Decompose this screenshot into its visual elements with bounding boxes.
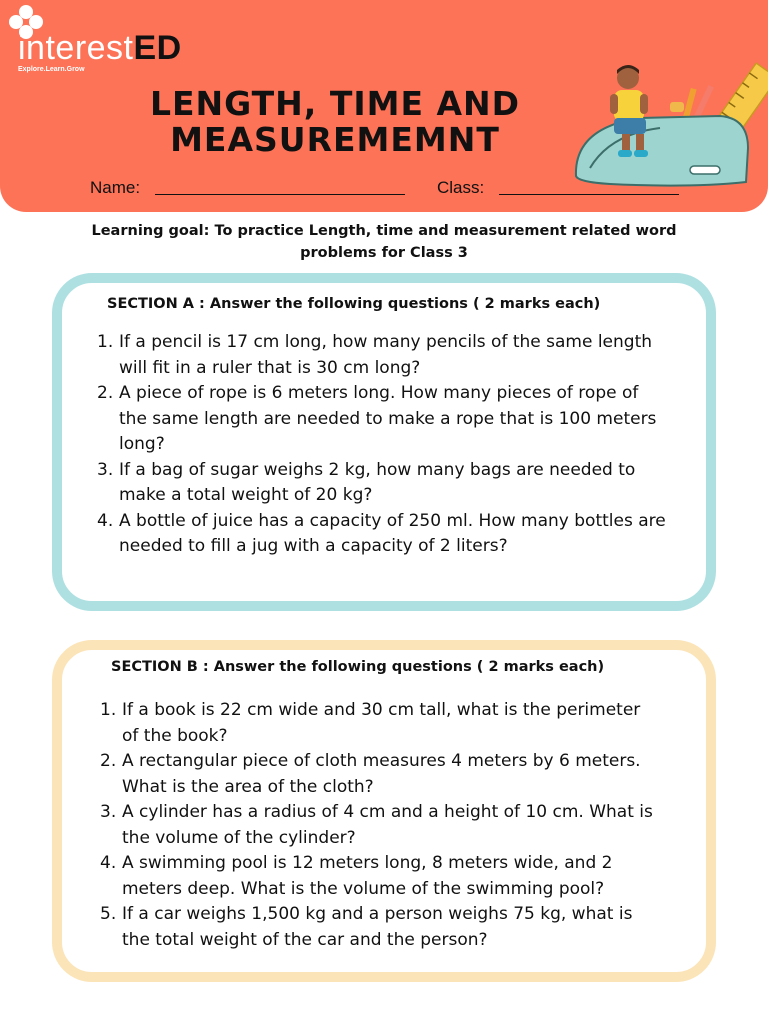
- question-text-line: If a pencil is 17 cm long, how many pencils of the same length: [119, 332, 653, 352]
- question-number: 4.: [100, 853, 117, 873]
- question-text-line: the volume of the cylinder?: [122, 827, 356, 848]
- question-text-line: What is the area of the cloth?: [122, 776, 374, 797]
- question-text-line: If a bag of sugar weighs 2 kg, how many bags are needed to: [119, 459, 636, 480]
- class-label: Class:: [437, 178, 485, 197]
- question-b-1: [100, 698, 700, 749]
- question-number: 1.: [100, 700, 117, 720]
- brand-wordmark: [18, 28, 182, 68]
- learning-goal-line-2: problems for Class 3: [300, 245, 468, 261]
- section-a-title: SECTION A : Answer the following questions ( 2 marks each): [107, 296, 601, 312]
- question-text-line: the same length are needed to make a rope that is 100 meters: [119, 408, 657, 429]
- question-text-line: of the book?: [122, 725, 228, 746]
- question-text-line: needed to fill a jug with a capacity of 2 liters?: [119, 536, 508, 556]
- question-text-line: A bottle of juice has a capacity of 250 ml. How many bottles are: [119, 510, 666, 531]
- name-label: Name:: [90, 178, 141, 197]
- question-number: 2.: [97, 383, 114, 403]
- question-b-3: [100, 800, 700, 851]
- question-text-line: A piece of rope is 6 meters long. How many pieces of rope of: [119, 383, 639, 403]
- page-title: [100, 86, 570, 158]
- question-text-line: If a book is 22 cm wide and 30 cm tall, what is the perimeter: [122, 700, 641, 720]
- question-text-line: A swimming pool is 12 meters long, 8 meters wide, and 2: [122, 853, 613, 873]
- question-number: 1.: [97, 332, 114, 352]
- question-text-line: make a total weight of 20 kg?: [119, 485, 373, 505]
- question-a-2: [97, 381, 697, 458]
- class-underline[interactable]: [499, 194, 679, 195]
- question-text-line: A rectangular piece of cloth measures 4 meters by 6 meters.: [122, 751, 641, 771]
- title-line-2: MEASUREMEMNT: [170, 120, 500, 159]
- question-number: 2.: [100, 751, 117, 771]
- question-number: 4.: [97, 510, 114, 531]
- question-number: 3.: [100, 802, 117, 822]
- question-text-line: the total weight of the car and the person?: [122, 929, 488, 950]
- question-text-line: will fit in a ruler that is 30 cm long?: [119, 357, 421, 378]
- question-number: 5.: [100, 904, 117, 924]
- brand-tagline: Explore.Learn.Grow: [18, 66, 85, 73]
- question-b-4: [100, 851, 700, 902]
- learning-goal: [60, 220, 708, 264]
- brand-name-part1: interest: [18, 29, 134, 67]
- question-number: 3.: [97, 459, 114, 480]
- question-a-3: [97, 458, 697, 509]
- question-text-line: meters deep. What is the volume of the swimming pool?: [122, 878, 605, 899]
- section-b-title: SECTION B : Answer the following questions ( 2 marks each): [111, 659, 605, 675]
- title-line-1: LENGTH, TIME AND: [149, 84, 521, 123]
- learning-goal-line-1: Learning goal: To practice Length, time and measurement related word: [91, 223, 677, 239]
- question-text-line: If a car weighs 1,500 kg and a person weighs 75 kg, what is: [122, 904, 633, 924]
- kid-on-pencil-case-illustration: [570, 58, 768, 192]
- brand-name-part2: ED: [133, 29, 182, 67]
- section-a-questions: [97, 330, 697, 560]
- question-text-line: long?: [119, 434, 165, 454]
- question-a-4: [97, 509, 697, 560]
- question-b-2: [100, 749, 700, 800]
- name-underline[interactable]: [155, 194, 405, 195]
- question-b-5: [100, 902, 700, 953]
- section-b-questions: [100, 698, 700, 953]
- question-text-line: A cylinder has a radius of 4 cm and a height of 10 cm. What is: [122, 802, 653, 822]
- header-banner: [0, 0, 768, 212]
- question-a-1: [97, 330, 697, 381]
- brand-logo: [6, 2, 236, 74]
